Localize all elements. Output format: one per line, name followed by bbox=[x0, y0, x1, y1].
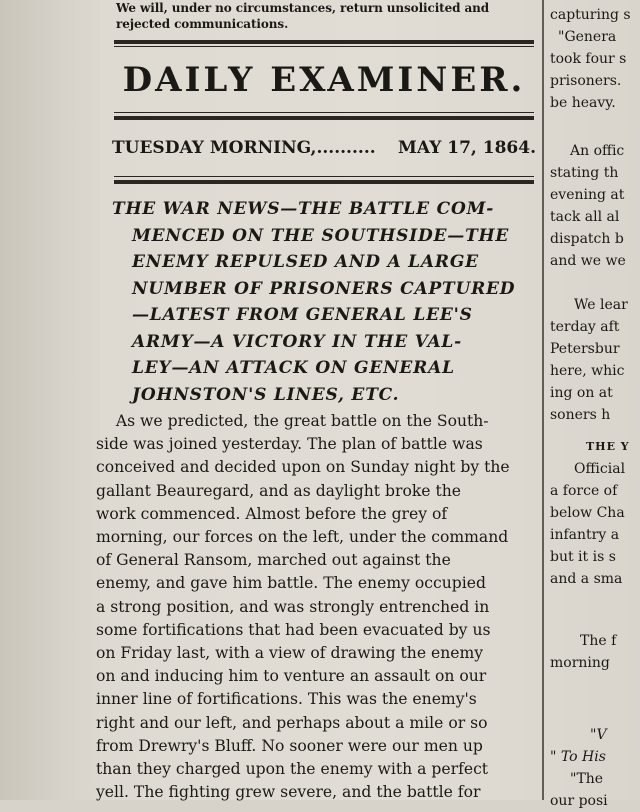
article-line: on and inducing him to venture an assault on our bbox=[96, 667, 487, 686]
article-line: some fortifications that had been evacuated by us bbox=[96, 620, 491, 639]
right-line: dispatch b bbox=[550, 231, 624, 247]
notice-line: rejected communications. bbox=[116, 17, 289, 31]
right-line: "The bbox=[570, 771, 604, 787]
masthead-rule-top bbox=[114, 40, 534, 44]
right-line: and a sma bbox=[550, 571, 623, 587]
right-line: took four s bbox=[550, 51, 627, 67]
right-line: below Cha bbox=[550, 505, 625, 521]
right-line: be heavy. bbox=[550, 95, 616, 111]
right-line: "V bbox=[590, 727, 607, 743]
left-margin bbox=[0, 0, 100, 800]
article-body bbox=[96, 410, 538, 804]
article-line: of General Ransom, marched out against the bbox=[96, 551, 451, 570]
right-line: morning bbox=[550, 655, 610, 671]
right-line: and we we bbox=[550, 253, 626, 269]
headline-line: LEY—AN ATTACK ON GENERAL bbox=[132, 358, 455, 378]
dateline-rule-thin bbox=[114, 176, 534, 177]
article-line: a strong position, and was strongly entrenched in bbox=[96, 597, 490, 616]
headline-line: THE WAR NEWS—THE BATTLE COM- bbox=[112, 199, 495, 219]
headline-line: NUMBER OF PRISONERS CAPTURED bbox=[132, 278, 516, 299]
masthead-title: DAILY EXAMINER. bbox=[122, 60, 526, 100]
headline-line: ENEMY REPULSED AND A LARGE bbox=[132, 252, 479, 272]
headline-line: JOHNSTON'S LINES, ETC. bbox=[132, 384, 400, 405]
right-line: stating th bbox=[550, 165, 619, 181]
right-block-5 bbox=[550, 630, 616, 674]
right-line: We lear bbox=[574, 297, 628, 313]
right-line: "Genera bbox=[558, 29, 617, 45]
article-line: morning, our forces on the left, under the command bbox=[96, 528, 509, 547]
article-line: gallant Beauregard, and as daylight broke the bbox=[96, 481, 461, 500]
right-line: capturing s bbox=[550, 7, 631, 23]
article-line: right and our left, and perhaps about a mile or so bbox=[96, 713, 488, 732]
right-line: tack all al bbox=[550, 209, 620, 225]
right-block-3 bbox=[550, 294, 628, 426]
dateline-date: MAY 17, 1864. bbox=[398, 138, 536, 158]
article-line: work commenced. Almost before the grey of bbox=[96, 504, 448, 523]
article-line: conceived and decided upon on Sunday night by the bbox=[96, 458, 510, 477]
dateline bbox=[112, 136, 536, 160]
main-column bbox=[96, 0, 542, 800]
right-subhead: THE Y bbox=[586, 440, 630, 453]
headline-line: ARMY—A VICTORY IN THE VAL- bbox=[132, 331, 463, 352]
article-line: As we predicted, the great battle on the South- bbox=[96, 412, 489, 430]
article-line: enemy, and gave him battle. The enemy occupied bbox=[96, 574, 486, 593]
notice-line: We will, under no circumstances, return unsolicited and bbox=[116, 1, 490, 15]
right-line: Petersbur bbox=[550, 341, 620, 357]
article-line: on Friday last, with a view of drawing the enemy bbox=[96, 644, 484, 663]
right-line: terday aft bbox=[550, 319, 620, 335]
article-line: than they charged upon the enemy with a perfect bbox=[96, 760, 489, 779]
editorial-notice bbox=[116, 0, 536, 32]
article-line: yell. The fighting grew severe, and the battle for bbox=[96, 783, 481, 802]
right-line: An offic bbox=[570, 143, 625, 159]
right-line: ing on at bbox=[550, 385, 613, 401]
right-line: our posi bbox=[550, 793, 608, 809]
right-line: but it is s bbox=[550, 549, 616, 565]
column-divider bbox=[542, 0, 544, 800]
right-line: Official bbox=[574, 461, 626, 477]
right-line: prisoners. bbox=[550, 73, 622, 89]
right-line: a force of bbox=[550, 483, 618, 499]
article-line: side was joined yesterday. The plan of battle was bbox=[96, 435, 483, 454]
headline bbox=[112, 196, 538, 408]
article-line: inner line of fortifications. This was the enemy's bbox=[96, 690, 477, 709]
masthead-rule-top-thin bbox=[114, 46, 534, 47]
right-block-4 bbox=[550, 458, 625, 590]
right-column bbox=[546, 0, 640, 809]
dateline-day: TUESDAY MORNING,.......... bbox=[112, 138, 376, 158]
article-line: from Drewry's Bluff. No sooner were our men up bbox=[96, 736, 483, 755]
headline-line: —LATEST FROM GENERAL LEE'S bbox=[132, 305, 473, 325]
right-block-6 bbox=[550, 724, 608, 812]
right-line: evening at bbox=[550, 187, 625, 203]
right-block-1 bbox=[550, 4, 631, 114]
masthead-rule-bottom-thin bbox=[114, 112, 534, 113]
right-line: soners h bbox=[550, 407, 611, 423]
right-line: here, whic bbox=[550, 363, 625, 379]
right-block-2 bbox=[550, 140, 626, 272]
masthead-rule-bottom bbox=[114, 116, 534, 120]
headline-line: MENCED ON THE SOUTHSIDE—THE bbox=[132, 225, 510, 246]
right-line: The f bbox=[580, 633, 617, 649]
right-line: infantry a bbox=[550, 527, 620, 543]
dateline-rule bbox=[114, 180, 534, 184]
right-line: " To His bbox=[550, 749, 606, 765]
